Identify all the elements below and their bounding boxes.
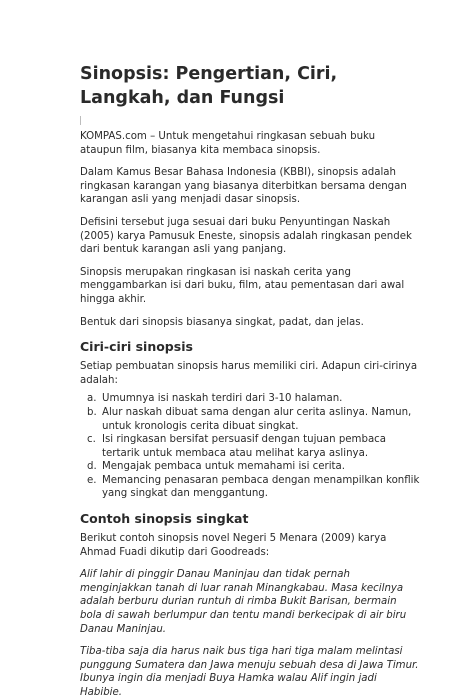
paragraph-kbbi: Dalam Kamus Besar Bahasa Indonesia (KBBI), sinopsis adalah ringkasan karangan yang biasanya diterbitkan bersama dengan karangan asli yang menjadi dasar sinopsis. xyxy=(80,167,407,206)
paragraph-bentuk: Bentuk dari sinopsis biasanya singkat, padat, dan jelas. xyxy=(80,316,364,328)
list-marker: d. xyxy=(87,461,97,473)
list-item xyxy=(87,474,420,501)
list-item xyxy=(87,460,420,474)
paragraph-contoh-intro: Berikut contoh sinopsis novel Negeri 5 Menara (2009) karya Ahmad Fuadi dikutip dari Goodreads: xyxy=(80,533,387,558)
paragraph-ciri-intro: Setiap pembuatan sinopsis harus memiliki ciri. Adapun ciri-cirinya adalah: xyxy=(80,361,418,386)
document-page xyxy=(80,62,420,700)
list-marker: b. xyxy=(87,406,97,418)
quote-paragraph-1: Alif lahir di pinggir Danau Maninjau dan tidak pernah menginjakkan tanah di luar ranah Minangkabau. Masa kecilnya adalah berburu durian runtuh di rimba Bukit Barisan, bermain bola di sawah berlumpur dan tentu mandi berkecipak di air biru Danau Maninjau. xyxy=(80,569,407,635)
list-item xyxy=(87,406,420,433)
paragraph-definisi: Defisini tersebut juga sesuai dari buku Penyuntingan Naskah (2005) karya Pamusuk Eneste, sinopsis adalah ringkasan pendek dari bentuk karangan asli yang panjang. xyxy=(80,216,412,256)
list-item-text: Isi ringkasan bersifat persuasif dengan tujuan pembaca tertarik untuk membaca atau melihat karya aslinya. xyxy=(102,434,387,459)
list-item-text: Alur naskah dibuat sama dengan alur cerita aslinya. Namun, untuk kronologis cerita dibuat singkat. xyxy=(102,406,412,432)
list-item xyxy=(87,433,420,460)
page-title: Sinopsis: Pengertian, Ciri, Langkah, dan Fungsi xyxy=(80,64,338,108)
list-marker: c. xyxy=(87,434,96,446)
list-marker: e. xyxy=(87,474,97,486)
paragraph-intro: KOMPAS.com – Untuk mengetahui ringkasan sebuah buku ataupun film, biasanya kita membaca sinopsis. xyxy=(80,131,376,156)
ciri-list xyxy=(80,392,420,501)
paragraph-sinopsis: Sinopsis merupakan ringkasan isi naskah cerita yang menggambarkan isi dari buku, film, atau pementasan dari awal hingga akhir. xyxy=(80,266,405,305)
list-item xyxy=(87,392,420,406)
list-item-text: Umumnya isi naskah terdiri dari 3-10 halaman. xyxy=(102,393,343,405)
list-item-text: Memancing penasaran pembaca dengan menampilkan konflik yang singkat dan menggantung. xyxy=(102,474,420,500)
quote-paragraph-2: Tiba-tiba saja dia harus naik bus tiga hari tiga malam melintasi punggung Sumatera dan Jawa menuju sebuah desa di Jawa Timur. Ibunya ingin dia menjadi Buya Hamka walau Alif ingin jadi Habibie. xyxy=(80,646,419,698)
list-item-text: Mengajak pembaca untuk memahami isi cerita. xyxy=(102,461,346,473)
text-cursor-mark xyxy=(80,116,81,125)
heading-contoh-sinopsis: Contoh sinopsis singkat xyxy=(80,511,249,527)
list-marker: a. xyxy=(87,393,97,405)
heading-ciri-ciri: Ciri-ciri sinopsis xyxy=(80,339,193,355)
